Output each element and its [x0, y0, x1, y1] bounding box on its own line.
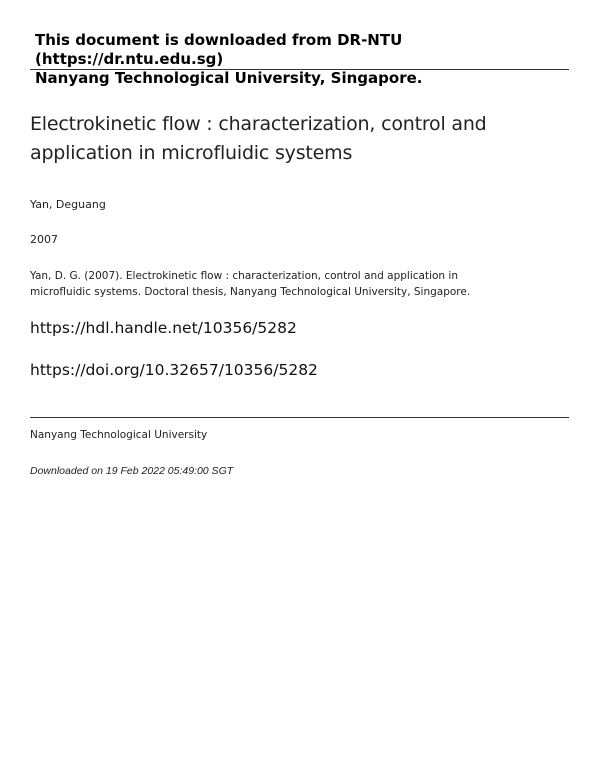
header-source-line: This document is downloaded from DR‑NTU (https://dr.ntu.edu.sg): [35, 31, 403, 68]
publisher-name: Nanyang Technological University: [30, 429, 208, 441]
doi-link[interactable]: https://doi.org/10.32657/10356/5282: [30, 361, 318, 379]
citation-line-2: microfluidic systems. Doctoral thesis, Nanyang Technological University, Singapore.: [30, 286, 471, 298]
header-institution-line: Nanyang Technological University, Singapore.: [35, 69, 423, 87]
download-timestamp: Downloaded on 19 Feb 2022 05:49:00 SGT: [30, 465, 234, 477]
footer-divider: [30, 417, 569, 418]
title-line-1: Electrokinetic flow : characterization, control and: [30, 113, 487, 135]
document-citation: [30, 268, 480, 300]
hdl-link[interactable]: https://hdl.handle.net/10356/5282: [30, 319, 297, 337]
document-year: 2007: [30, 233, 58, 246]
citation-line-1: Yan, D. G. (2007). Electrokinetic flow : characterization, control and application in: [30, 270, 458, 282]
repository-header: [35, 31, 569, 88]
document-title: [30, 110, 550, 168]
header-divider: [30, 69, 569, 70]
title-line-2: application in microfluidic systems: [30, 142, 353, 164]
document-author: Yan, Deguang: [30, 198, 106, 211]
